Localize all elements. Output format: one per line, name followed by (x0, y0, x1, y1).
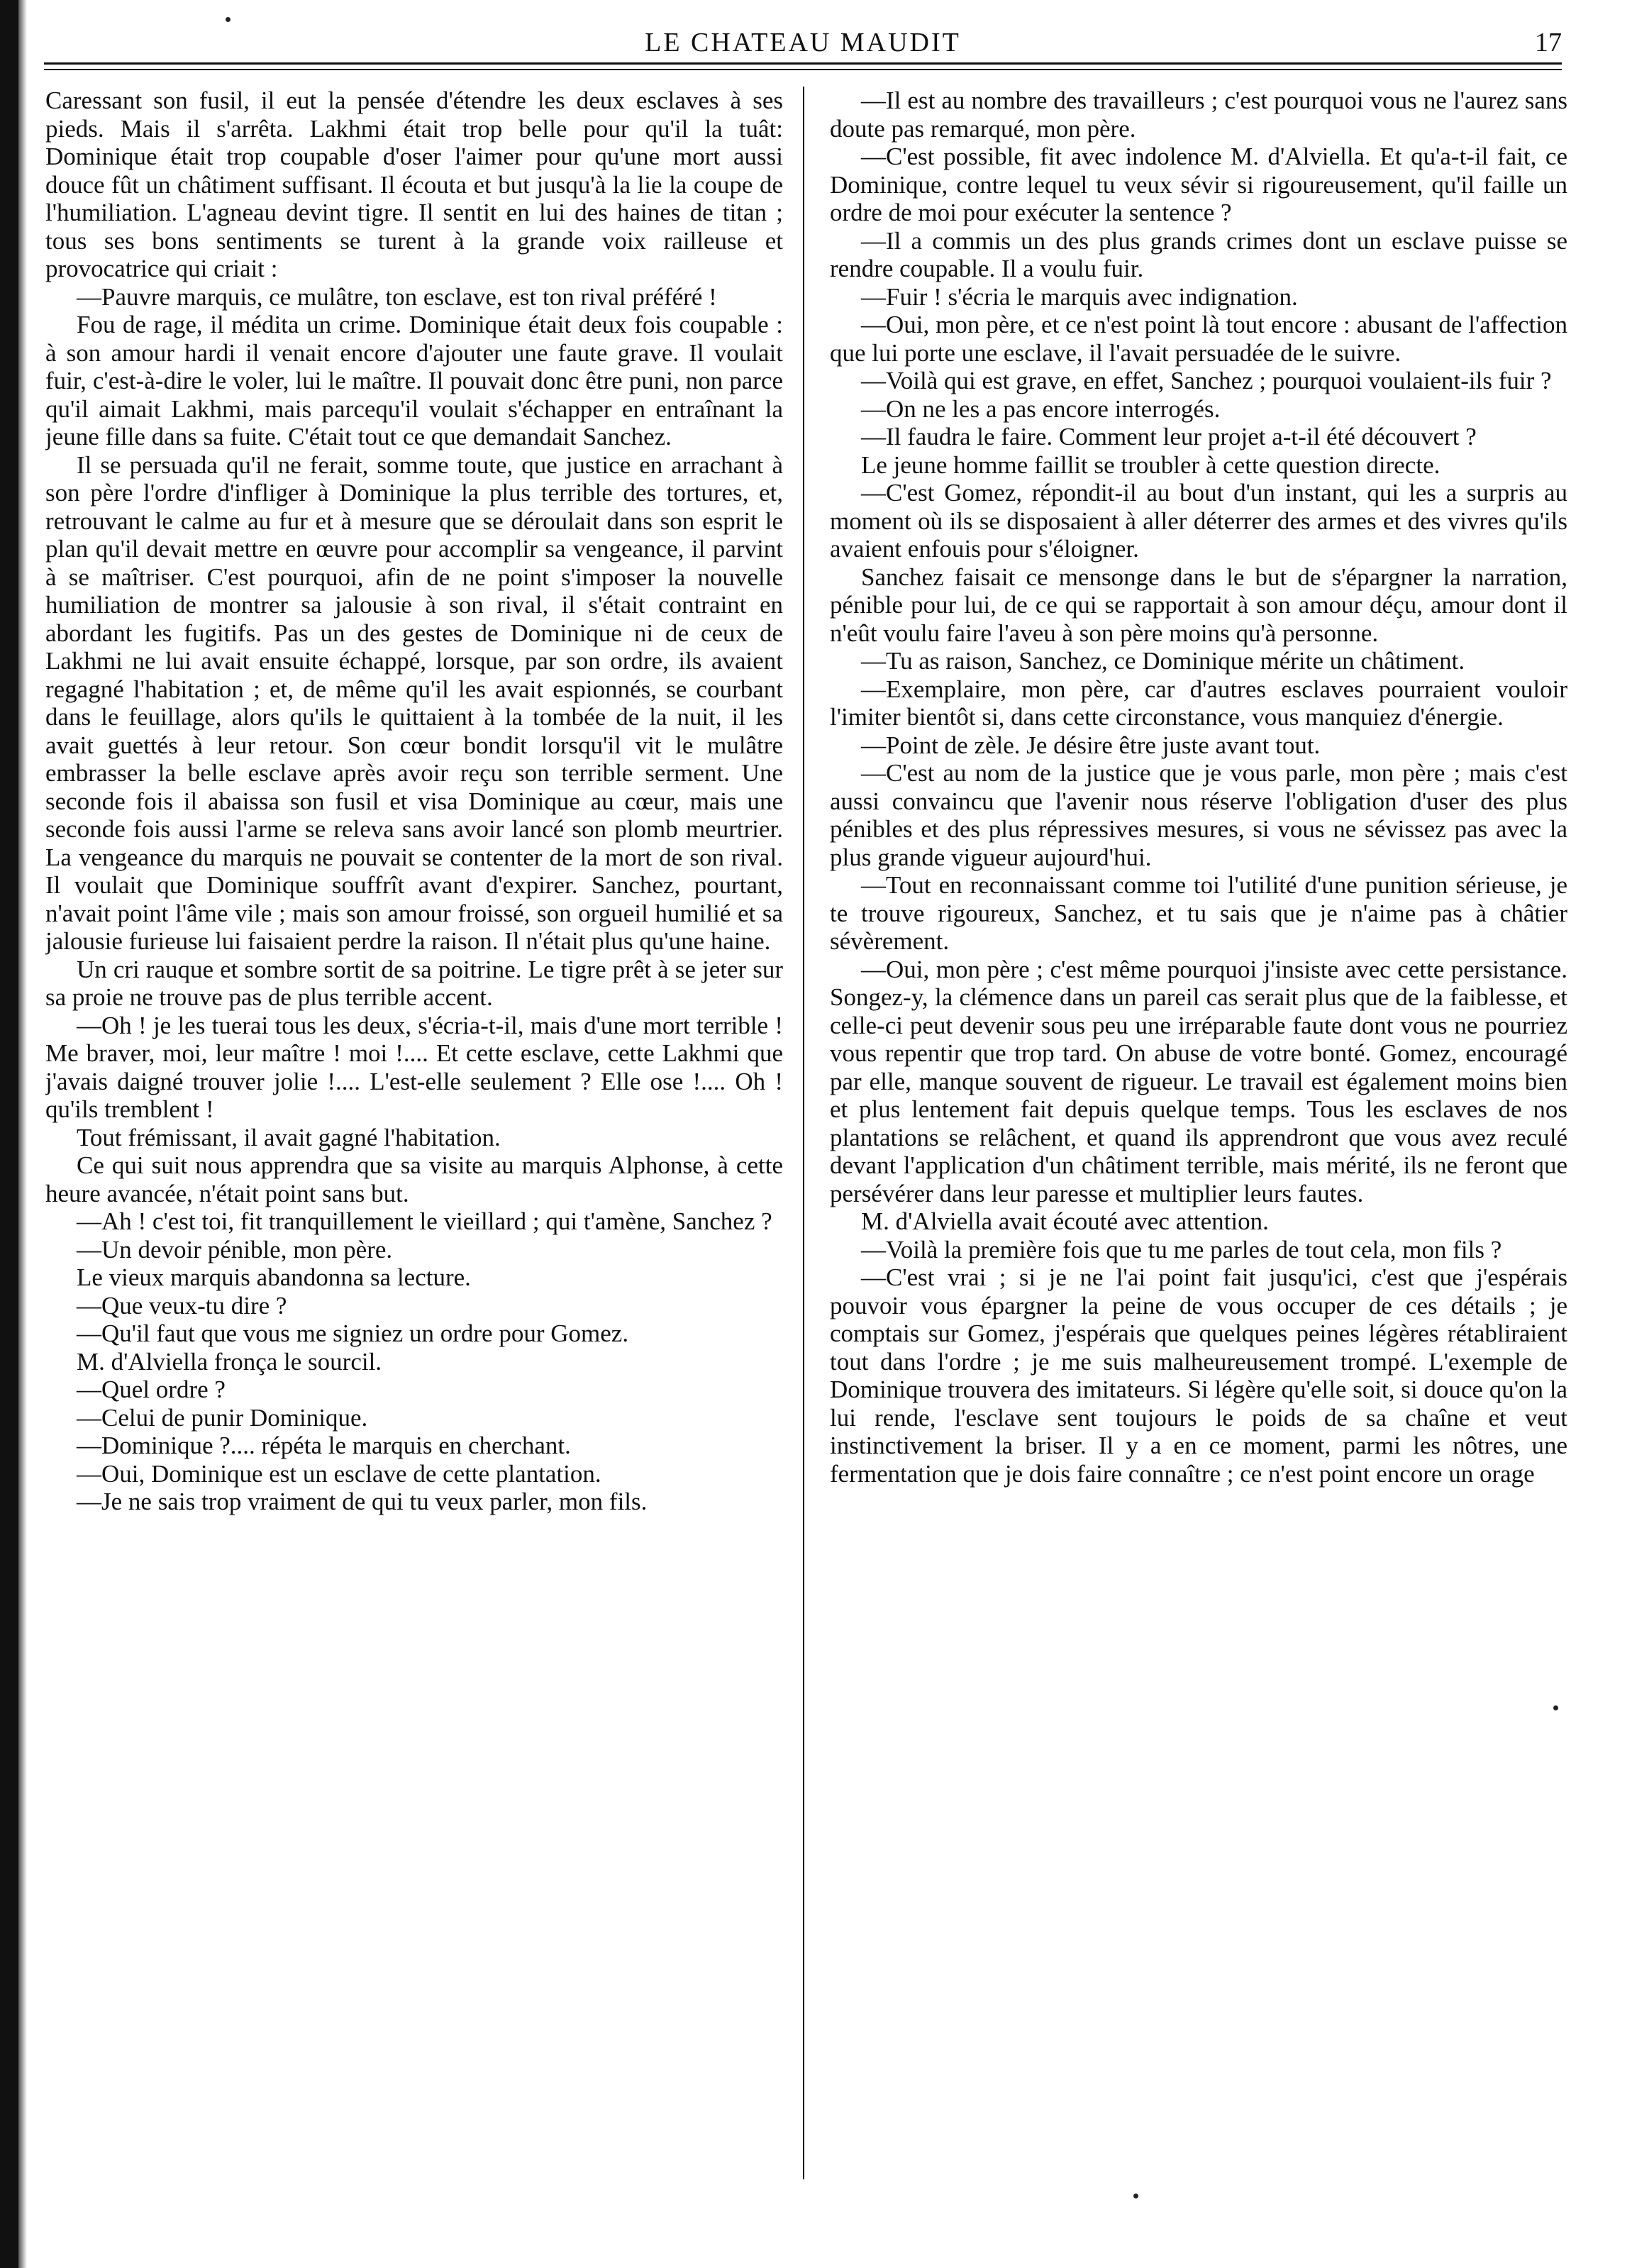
left-column (45, 87, 783, 2179)
paragraph: —Un devoir pénible, mon père. (77, 1235, 393, 1263)
page-number: 17 (1535, 28, 1562, 57)
paragraph: —Il est au nombre des travailleurs ; c'est pourquoi vous ne l'aurez sans doute pas remarqué, mon père. (830, 87, 1567, 143)
paragraph: —Fuir ! s'écria le marquis avec indignation. (861, 282, 1298, 311)
paragraph: —C'est au nom de la justice que je vous parle, mon père ; mais c'est aussi convaincu que l'avenir nous réserve l'obligation d'user des plus pénibles et des plus répressives mesures, si vous ne sévissez pas avec la plus grande vigueur aujourd'hui. (830, 759, 1567, 871)
paragraph: —Tout en reconnaissant comme toi l'utilité d'une punition sérieuse, je te trouve rigoureux, Sanchez, et tu sais que je n'aime pas à châtier sévèrement. (830, 871, 1567, 955)
running-title: LE CHATEAU MAUDIT (645, 28, 961, 57)
paragraph: Le jeune homme faillit se troubler à cette question directe. (861, 450, 1441, 479)
paragraph: —Tu as raison, Sanchez, ce Dominique mérite un châtiment. (861, 647, 1465, 675)
paragraph: Fou de rage, il médita un crime. Dominique était deux fois coupable : à son amour hardi il venait encore d'ajouter une faute grave. Il voulait fuir, c'est-à-dire le voler, lui le maître. Il pouvait donc être puni, non parce qu'il aimait Lakhmi, mais parcequ'il voulait s'échapper en entraînant la jeune fille dans sa fuite. C'était tout ce que demandait Sanchez. (45, 311, 783, 450)
header-rule (44, 62, 1562, 65)
paragraph: —Dominique ?.... répéta le marquis en cherchant. (77, 1432, 571, 1459)
paragraph: Sanchez faisait ce mensonge dans le but de s'épargner la narration, pénible pour lui, de ce qui se rapportait à son amour déçu, amour dont il n'eût voulu faire l'aveu à son père moins qu'à personne. (830, 563, 1567, 647)
paragraph: —Voilà qui est grave, en effet, Sanchez ; pourquoi voulaient-ils fuir ? (861, 367, 1552, 394)
header-rule-thin (44, 69, 1562, 70)
paragraph: Tout frémissant, il avait gagné l'habitation. (77, 1123, 501, 1151)
paragraph: —Oui, mon père, et ce n'est point là tout encore : abusant de l'affection que lui porte une esclave, il l'avait persuadée de le suivre. (830, 311, 1567, 367)
paragraph: Ce qui suit nous apprendra que sa visite au marquis Alphonse, à cette heure avancée, n'était point sans but. (45, 1151, 783, 1207)
paragraph: —Je ne sais trop vraiment de qui tu veux parler, mon fils. (77, 1488, 648, 1515)
paragraph: Un cri rauque et sombre sortit de sa poitrine. Le tigre prêt à se jeter sur sa proie ne trouve pas de plus terrible accent. (45, 955, 783, 1011)
paragraph: Caressant son fusil, il eut la pensée d'étendre les deux esclaves à ses pieds. Mais il s'arrêta. Lakhmi était trop belle pour qu'il la tuât: Dominique était trop coupable d'oser l'aimer pour qu'une mort aussi douce fût un châtiment suffisant. Il écouta et but jusqu'à la lie la coupe de l'humiliation. L'agneau devint tigre. Il sentit en lui des haines de titan ; tous ses bons sentiments se turent à la grande voix railleuse et provocatrice qui criait : (45, 87, 783, 282)
paragraph: —C'est possible, fit avec indolence M. d'Alviella. Et qu'a-t-il fait, ce Dominique, contre lequel tu veux sévir si rigoureusement, qu'il faille un ordre de moi pour exécuter la sentence ? (830, 143, 1567, 226)
paragraph: —C'est Gomez, répondit-il au bout d'un instant, qui les a surpris au moment où ils se disposaient à aller déterrer des armes et des vivres qu'ils avaient enfouis pour s'éloigner. (830, 479, 1567, 563)
paragraph: —Pauvre marquis, ce mulâtre, ton esclave, est ton rival préféré ! (77, 282, 717, 311)
paragraph: —C'est vrai ; si je ne l'ai point fait jusqu'ici, c'est que j'espérais pouvoir vous épargner la peine de vous occuper de ces détails ; je comptais sur Gomez, j'espérais que quelques peines légères rétabliraient tout dans l'ordre ; je me suis malheureusement trompé. L'exemple de Dominique trouvera des imitateurs. Si légère qu'elle soit, si douce qu'on la lui rende, l'esclave sent toujours le poids de sa chaîne et veut instinctivement la briser. Il y a en ce moment, parmi les nôtres, une fermentation que je dois faire connaître ; ce n'est point encore un orage (830, 1263, 1567, 1488)
paragraph: —Quel ordre ? (77, 1376, 226, 1403)
speck-mark (1553, 1705, 1558, 1710)
paragraph: M. d'Alviella avait écouté avec attention. (861, 1207, 1269, 1235)
paragraph: M. d'Alviella fronça le sourcil. (77, 1347, 382, 1376)
column-divider (803, 87, 804, 2179)
paragraph: —Il a commis un des plus grands crimes dont un esclave puisse se rendre coupable. Il a voulu fuir. (830, 226, 1567, 282)
paragraph: —Que veux-tu dire ? (77, 1291, 287, 1320)
paragraph: —Celui de punir Dominique. (77, 1403, 368, 1432)
running-head (44, 21, 1562, 65)
paragraph: Le vieux marquis abandonna sa lecture. (77, 1263, 471, 1291)
binding-edge (0, 0, 18, 2268)
paragraph: —Voilà la première fois que tu me parles de tout cela, mon fils ? (861, 1235, 1502, 1263)
paragraph: —Oh ! je les tuerai tous les deux, s'écria-t-il, mais d'une mort terrible ! Me braver, moi, leur maître ! moi !.... Et cette esclave, cette Lakhmi que j'avais daigné trouver jolie !.... L'est-elle seulement ? Elle ose !.... Oh ! qu'ils tremblent ! (45, 1011, 783, 1123)
speck-mark (1133, 2194, 1138, 2198)
paragraph: —Point de zèle. Je désire être juste avant tout. (861, 731, 1321, 759)
paragraph: —Qu'il faut que vous me signiez un ordre pour Gomez. (77, 1320, 629, 1347)
paragraph: —Ah ! c'est toi, fit tranquillement le vieillard ; qui t'amène, Sanchez ? (77, 1207, 772, 1235)
paragraph: —On ne les a pas encore interrogés. (861, 394, 1221, 423)
speck-mark (226, 17, 231, 22)
paragraph: —Exemplaire, mon père, car d'autres esclaves pourraient vouloir l'imiter bientôt si, dans cette circonstance, vous manquiez d'énergie. (830, 675, 1567, 731)
paragraph: —Il faudra le faire. Comment leur projet a-t-il été découvert ? (861, 423, 1477, 450)
paragraph: —Oui, mon père ; c'est même pourquoi j'insiste avec cette persistance. Songez-y, la clémence dans un pareil cas serait plus que de la faiblesse, et celle-ci peut devenir sous peu une irréparable faute dont vous ne pourriez vous repentir que trop tard. On abuse de votre bonté. Gomez, encouragé par elle, manque souvent de rigueur. Le travail est également moins bien et plus lentement fait depuis quelque temps. Tous les esclaves de nos plantations se relâchent, et quand ils apprendront que vous avez reculé devant l'application d'un châtiment terrible, mais mérité, ils ne feront que persévérer dans leur paresse et multiplier leurs fautes. (830, 955, 1567, 1207)
binding-shadow (18, 0, 27, 2268)
paragraph: —Oui, Dominique est un esclave de cette plantation. (77, 1459, 601, 1488)
right-column (830, 87, 1567, 2179)
paragraph: Il se persuada qu'il ne ferait, somme toute, que justice en arrachant à son père l'ordre d'infliger à Dominique la plus terrible des tortures, et, retrouvant le calme au fur et à mesure que se déroulait dans son esprit le plan qu'il devait mettre en œuvre pour accomplir sa vengeance, il parvint à se maîtriser. C'est pourquoi, afin de ne point s'imposer la nouvelle humiliation de montrer sa jalousie à son rival, il s'était contraint en abordant les fugitifs. Pas un des gestes de Dominique ni de ceux de Lakhmi ne lui avait ensuite échappé, lorsque, par son ordre, ils avaient regagné l'habitation ; et, de même qu'il les avait espionnés, se courbant dans le feuillage, alors qu'ils le quittaient à la tombée de la nuit, il les avait guettés à leur retour. Son cœur bondit lorsqu'il vit le mulâtre embrasser la belle esclave après avoir reçu son terrible serment. Une seconde fois il abaissa son fusil et visa Dominique au cœur, mais une seconde fois aussi l'arme se releva sans avoir lancé son plomb meurtrier. La vengeance du marquis ne pouvait se contenter de la mort de son rival. Il voulait que Dominique souffrît avant d'expirer. Sanchez, pourtant, n'avait point l'âme vile ; mais son amour froissé, son orgueil humilié et sa jalousie furieuse lui faisaient perdre la raison. Il n'était plus qu'une haine. (45, 450, 783, 955)
